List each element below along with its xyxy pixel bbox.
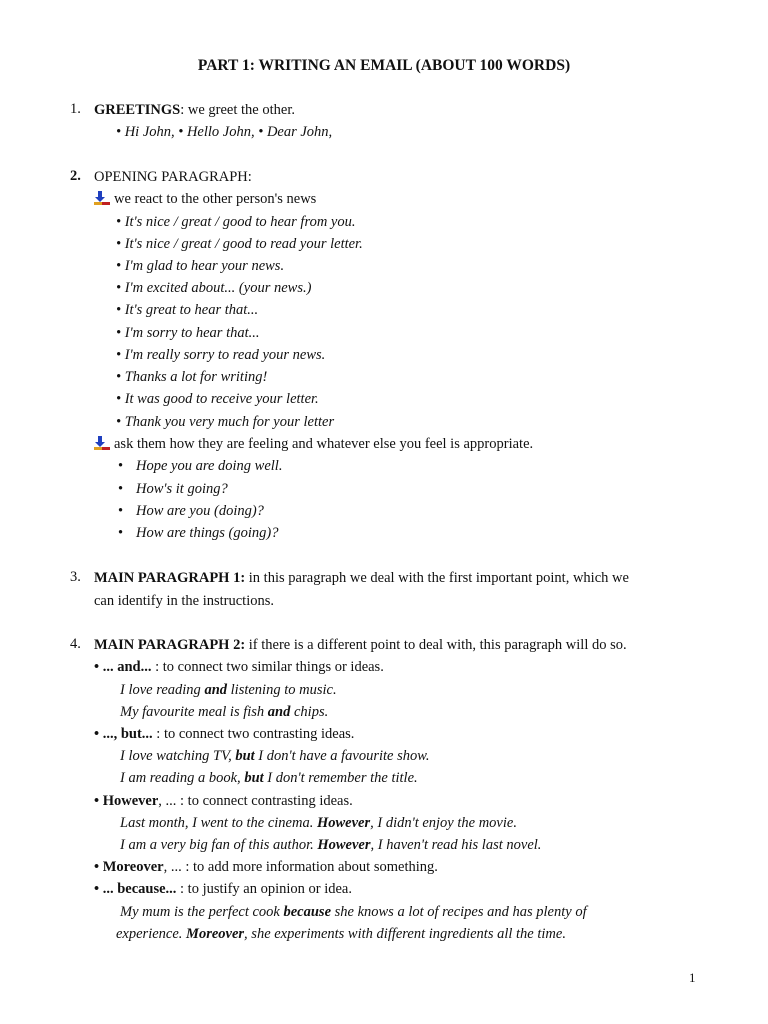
- page-number: 1: [689, 970, 696, 985]
- bullet-icon: •: [118, 458, 124, 474]
- opening-item: • It's nice / great / good to read your letter.: [116, 236, 363, 252]
- section-3-number: 3.: [70, 569, 81, 585]
- main-paragraph-1-label: MAIN PARAGRAPH 1:: [94, 570, 246, 586]
- connector-desc: : to connect two contrasting ideas.: [152, 726, 355, 742]
- greetings-examples: • Hi John, • Hello John, • Dear John,: [116, 124, 333, 140]
- example-sentence: My mum is the perfect cook because she knows a lot of recipes and has plenty of: [120, 904, 587, 920]
- example-sentence: Last month, I went to the cinema. However, I didn't enjoy the movie.: [120, 815, 517, 831]
- main-paragraph-1-desc-cont: can identify in the instructions.: [94, 593, 275, 609]
- opening-paragraph-label: OPENING PARAGRAPH:: [94, 169, 252, 185]
- example-sentence: I am a very big fan of this author. However, I haven't read his last novel.: [120, 837, 542, 853]
- opening-item: • It was good to receive your letter.: [116, 391, 319, 407]
- example-sentence: I love reading and listening to music.: [120, 682, 337, 698]
- connector-because: [94, 879, 352, 899]
- connector-desc: to connect contrasting ideas.: [184, 793, 353, 809]
- example-sentence: I love watching TV, but I don't have a favourite show.: [120, 748, 430, 764]
- bullet-icon: •: [118, 525, 124, 541]
- section-2-number: 2.: [70, 168, 81, 184]
- main-paragraph-2-desc: if there is a different point to deal with, this paragraph will do so.: [245, 637, 627, 653]
- question-text: How are things (going)?: [136, 525, 279, 541]
- opening-item: • Thanks a lot for writing!: [116, 369, 268, 385]
- section-3-heading: [94, 568, 629, 588]
- question-text: How are you (doing)?: [136, 503, 264, 519]
- connector-label: • Moreover: [94, 859, 164, 875]
- bullet-icon: •: [118, 481, 124, 497]
- connector-but: [94, 724, 354, 744]
- greetings-desc: : we greet the other.: [180, 102, 295, 118]
- section-2-heading: [94, 167, 252, 187]
- page-title: PART 1: WRITING AN EMAIL (ABOUT 100 WORDS): [197, 57, 571, 74]
- question-text: How's it going?: [136, 481, 228, 497]
- main-paragraph-2-label: MAIN PARAGRAPH 2:: [94, 637, 246, 653]
- opening-item: • I'm sorry to hear that...: [116, 325, 260, 341]
- connector-and: [94, 657, 384, 677]
- opening-item: • I'm really sorry to read your news.: [116, 347, 326, 363]
- section-1-heading: [94, 100, 295, 120]
- opening-sub-2: [94, 434, 533, 454]
- opening-item: • I'm excited about... (your news.): [116, 280, 312, 296]
- connector-desc: : to justify an opinion or idea.: [176, 881, 352, 897]
- connector-however: • However, ... : to connect contrasting ideas.: [94, 793, 353, 809]
- connector-label: • ... because...: [94, 881, 177, 897]
- example-sentence: I am reading a book, but I don't remember the title.: [120, 770, 418, 786]
- connector-desc: : to connect two similar things or ideas.: [151, 659, 384, 675]
- question-item: [118, 501, 264, 521]
- greetings-label: GREETINGS: [94, 102, 181, 118]
- example-sentence: experience. Moreover, she experiments with different ingredients all the time.: [116, 926, 566, 942]
- question-item: [118, 479, 228, 499]
- connector-desc: to add more information about something.: [189, 859, 438, 875]
- bullet-icon: •: [118, 503, 124, 519]
- connector-label: • However: [94, 793, 159, 809]
- question-text: Hope you are doing well.: [136, 458, 283, 474]
- opening-sub-2-text: ask them how they are feeling and whatever else you feel is appropriate.: [114, 436, 534, 452]
- connector-label: • ..., but...: [94, 726, 153, 742]
- section-4-number: 4.: [70, 636, 81, 652]
- connector-label: • ... and...: [94, 659, 152, 675]
- arrow-down-icon: [94, 436, 110, 450]
- example-sentence: My favourite meal is fish and chips.: [120, 704, 329, 720]
- question-item: [118, 523, 278, 543]
- opening-sub-1: [94, 189, 316, 209]
- section-1-number: 1.: [70, 101, 81, 117]
- opening-sub-1-text: we react to the other person's news: [114, 191, 317, 207]
- question-item: [118, 456, 282, 476]
- section-4-heading: [94, 635, 627, 655]
- opening-item: • Thank you very much for your letter: [116, 414, 335, 430]
- opening-item: • It's nice / great / good to hear from you.: [116, 214, 356, 230]
- arrow-down-icon: [94, 191, 110, 205]
- main-paragraph-1-desc: in this paragraph we deal with the first important point, which we: [245, 570, 629, 586]
- opening-item: • I'm glad to hear your news.: [116, 258, 285, 274]
- opening-item: • It's great to hear that...: [116, 302, 259, 318]
- connector-moreover: • Moreover, ... : to add more information about something.: [94, 859, 438, 875]
